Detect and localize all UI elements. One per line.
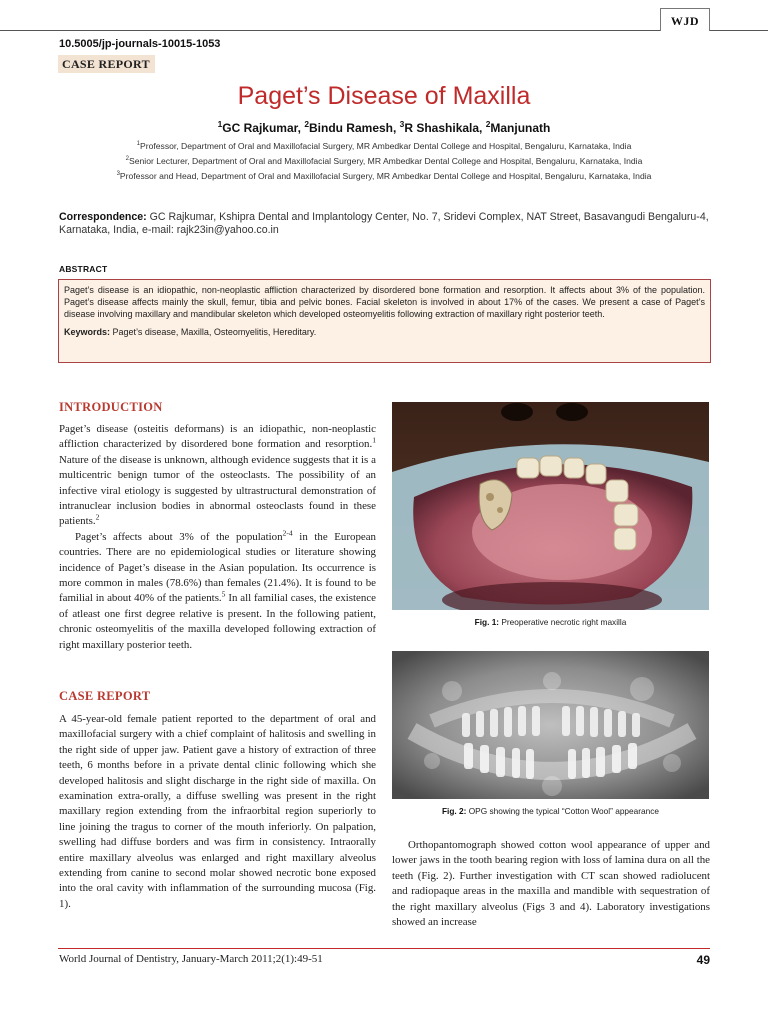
body-paragraph: Orthopantomograph showed cotton wool appearance of upper and lower jaws in the tooth bearing region with loss of lamina dura on all the teeth (Fig. 2). Further investigation with CT scan showed radiolucent and radiopaque areas in the maxilla and mandible with sequestration of the right maxillary alveolus (Figs 3 and 4). Laboratory investigations showed an increase (392, 839, 710, 929)
keywords (64, 327, 705, 339)
panoramic-xray (392, 651, 709, 799)
citation-ref: 1 (372, 435, 376, 445)
figure-2-caption (392, 806, 709, 816)
case-report-body (59, 712, 376, 912)
text-run: Paget’s affects about 3% of the population (75, 530, 283, 543)
doi[interactable]: 10.5005/jp-journals-10015-1053 (59, 38, 221, 50)
citation-ref: 2-4 (282, 528, 293, 538)
footer-citation: World Journal of Dentistry, January-March 2011;2(1):49-51 (59, 953, 323, 965)
affiliation (0, 156, 768, 166)
article-type-badge: CASE REPORT (58, 55, 155, 73)
affiliation-text: Professor, Department of Oral and Maxillofacial Surgery, MR Ambedkar Dental College and Hospital, Bengaluru, Karnataka, India (139, 141, 632, 151)
figure-2-image (392, 651, 709, 799)
footer-rule (58, 948, 710, 949)
intraoral-photo (392, 402, 709, 610)
author-sup: 2 (304, 119, 309, 129)
text-run: In all familial cases, the existence of atleast one first degree relative is present. In the following patient, chronic osteomyelitis of the maxilla developed following extraction of right maxillary posterior teeth. (59, 592, 376, 651)
author-list (0, 121, 768, 135)
figure-1-caption (392, 617, 709, 627)
abstract-text: Paget’s disease is an idiopathic, non-neoplastic affliction characterized by disordered bone formation and resorption. It affects about 3% of the population. Paget’s disease affects mainly the skull, femur, tibia and pelvic bones. Facial skeleton is involved in about 17% of the cases. We present a case of Paget’s disease involving maxillary and mandibular skeleton which developed osteomyelitis following extraction of maxillary right posterior teeth. (64, 285, 705, 319)
text-run: in the European countries. There are no epidemiological studies or literature showing incidence of Paget’s disease in the Asian population. Its occurrence is more common in males (78.6%) than females (21.4%). It is found to be familial in about 40% of the patients. (59, 530, 376, 605)
intro-paragraph (59, 422, 376, 530)
section-heading-case-report: CASE REPORT (59, 689, 151, 703)
right-column-body (392, 838, 710, 930)
figure-label: Fig. 1: (474, 617, 500, 627)
abstract-box (58, 279, 711, 363)
affiliation (0, 171, 768, 181)
page-number: 49 (696, 953, 710, 967)
affiliation-sup: 3 (116, 171, 120, 178)
correspondence-label: Correspondence: (59, 211, 147, 223)
correspondence (59, 211, 719, 237)
figure-caption-text: Preoperative necrotic right maxilla (499, 617, 627, 627)
author-name: Bindu Ramesh, (308, 121, 400, 135)
citation-ref: 5 (221, 589, 226, 599)
figure-label: Fig. 2: (441, 806, 467, 816)
affiliation-text: Senior Lecturer, Department of Oral and Maxillofacial Surgery, MR Ambedkar Dental College and Hospital, Bengaluru, Karnataka, India (129, 156, 643, 166)
figure-caption-text: OPG showing the typical “Cotton Wool” appearance (466, 806, 660, 816)
correspondence-text: GC Rajkumar, Kshipra Dental and Implantology Center, No. 7, Sridevi Complex, NAT Street, Basavangudi Bengaluru-4, Karnataka, India, e-mail: rajk23in@yahoo.co.in (59, 211, 709, 236)
affiliation-sup: 1 (136, 141, 140, 148)
author-sup: 1 (217, 119, 223, 129)
text-run: Paget’s disease (osteitis deformans) is an idiopathic, non-neoplastic affliction characterized by disordered bone formation and resorption. (59, 423, 376, 451)
section-heading-introduction: INTRODUCTION (59, 400, 163, 414)
introduction-body (59, 422, 376, 653)
article-title: Paget’s Disease of Maxilla (237, 82, 531, 110)
author-name: Manjunath (490, 121, 551, 135)
author-name: GC Rajkumar, (222, 121, 305, 135)
header-rule (0, 30, 768, 31)
intro-paragraph (59, 530, 376, 653)
abstract-heading: ABSTRACT (59, 264, 108, 274)
figure-1-image (392, 402, 709, 610)
citation-ref: 2 (95, 512, 100, 522)
keywords-text: Paget’s disease, Maxilla, Osteomyelitis, Hereditary. (110, 327, 317, 338)
author-name: R Shashikala, (404, 121, 486, 135)
affiliation (0, 141, 768, 151)
journal-tag: WJD (660, 8, 710, 31)
author-sup: 2 (485, 119, 491, 129)
author-sup: 3 (399, 119, 405, 129)
affiliation-sup: 2 (125, 156, 129, 163)
text-run: Nature of the disease is unknown, although evidence suggests that it is a multicentric benign tumor of the osteoclasts. The possibility of an infective viral etiology is suggested by ultrastructural demonstration of intranuclear inclusion bodies in abnormal osteoclasts found in these patients. (59, 453, 376, 528)
keywords-label: Keywords: (64, 327, 111, 338)
affiliation-text: Professor and Head, Department of Oral and Maxillofacial Surgery, MR Ambedkar Dental College and Hospital, Bengaluru, Karnataka, India (119, 171, 652, 181)
case-paragraph: A 45-year-old female patient reported to the department of oral and maxillofacial surgery with a chief complaint of halitosis and swelling in the right side of upper jaw. Patient gave a history of extraction of three teeth, 6 months before in a private dental clinic following which she developed halitosis and slight discharge in the right side of maxilla. On examination extra-orally, a diffuse swelling was present in the right maxillary region extending from the infraorbital region superiorly to line joining the tragus to corner of the mouth inferiorly. On palpation, swelling had diffuse borders and was firm in consistency. Intraorally entire maxillary alveolus was enlarged and right maxillary alveolus extending from canine to second molar showed necrotic bone exposed into the oral cavity with inflammation of the surrounding mucosa (Fig. 1). (59, 713, 376, 910)
